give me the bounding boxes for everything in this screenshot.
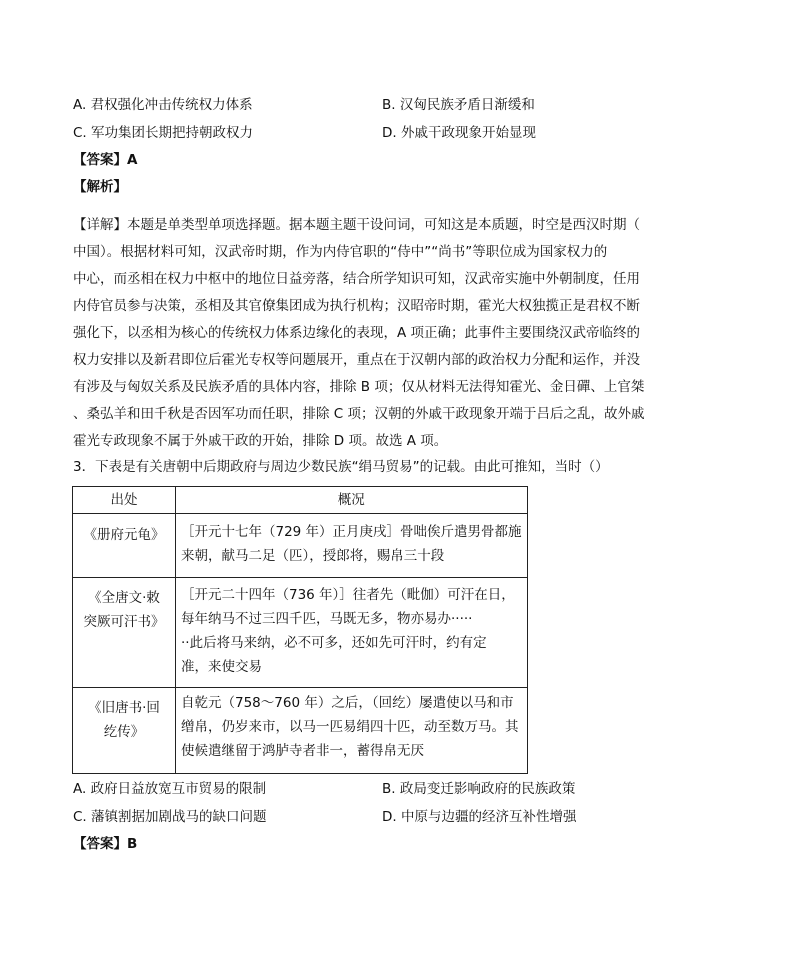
detail-line: 中国）。根据材料可知，汉武帝时期，作为内侍官职的“侍中”“尚书”等职位成为国家权力的 <box>73 244 608 260</box>
detail-line: 权力安排以及新君即位后霍光专权等问题展开，重点在于汉朝内部的政治权力分配和运作，并没 <box>73 352 640 368</box>
cell-line: 自乾元（758～760 年）之后，（回纥）屡遣使以马和市 <box>181 695 514 711</box>
q3-option-c: C. 藩镇割据加剧战马的缺口问题 <box>73 809 267 825</box>
q3-option-d: D. 中原与边疆的经济互补性增强 <box>382 809 577 825</box>
cell-line: 缯帛，仍岁来市，以马一匹易绢四十匹，动至数万马。其 <box>181 719 519 735</box>
cell-source <box>73 514 176 578</box>
table-header-row <box>73 487 528 514</box>
q3-answer: 【答案】B <box>73 836 138 852</box>
q3-option-a: A. 政府日益放宽互市贸易的限制 <box>73 781 267 797</box>
cell-summary <box>176 688 528 774</box>
cell-line: 《全唐文·敕 <box>88 590 160 606</box>
cell-line: 《册府元龟》 <box>83 527 165 543</box>
cell-line: 使候遣继留于鸿胪寺者非一，蓄得帛无厌 <box>181 743 424 759</box>
q3-record-table <box>72 486 528 774</box>
q2-answer: 【答案】A <box>73 152 138 168</box>
q3-option-b: B. 政局变迁影响政府的民族政策 <box>382 781 576 797</box>
cell-line: 纥传》 <box>103 724 145 740</box>
detail-line: 霍光专政现象不属于外戚干政的开始，排除 D 项。故选 A 项。 <box>73 433 448 449</box>
q2-option-d: D. 外戚干政现象开始显现 <box>382 125 536 141</box>
cell-line: 准，来使交易 <box>181 659 262 675</box>
detail-line: 、桑弘羊和田千秋是否因军功而任职，排除 C 项；汉朝的外戚干政现象开端于吕后之乱，故外戚 <box>73 406 645 422</box>
cell-line: 《旧唐书·回 <box>88 700 160 716</box>
cell-source <box>73 578 176 688</box>
q2-analysis-label: 【解析】 <box>73 179 127 195</box>
detail-line: 有涉及与匈奴关系及民族矛盾的具体内容，排除 B 项；仅从材料无法得知霍光、金日磾、上官桀 <box>73 379 645 395</box>
cell-line: 来朝，献马二足（匹），授郎将，赐帛三十段 <box>181 548 445 564</box>
table-row <box>73 578 528 688</box>
detail-line: 内侍官员参与决策，丞相及其官僚集团成为执行机构；汉昭帝时期，霍光大权独揽正是君权不断 <box>73 298 640 314</box>
detail-line: 中心，而丞相在权力中枢中的地位日益旁落，结合所学知识可知，汉武帝实施中外朝制度，任用 <box>73 271 640 287</box>
q2-option-b: B. 汉匈民族矛盾日渐缓和 <box>382 97 535 113</box>
cell-source <box>73 688 176 774</box>
detail-line: 【详解】本题是单类型单项选择题。据本题主题干设问词，可知这是本质题，时空是西汉时期（ <box>73 217 640 233</box>
cell-line: ··此后将马来纳，必不可多，还如先可汗时，约有定 <box>181 635 487 651</box>
header-source: 出处 <box>73 487 176 514</box>
cell-line: 每年纳马不过三四千匹，马既无多，物亦易办····· <box>181 611 473 627</box>
table-row <box>73 688 528 774</box>
detail-line: 强化下，以丞相为核心的传统权力体系边缘化的表现，A 项正确；此事件主要围绕汉武帝临终的 <box>73 325 641 341</box>
cell-line: ［开元二十四年（736 年）］往者先（毗伽）可汗在日， <box>181 587 515 603</box>
cell-line: ［开元十七年（729 年）正月庚戌］骨咄俟斤遣男骨都施 <box>181 524 522 540</box>
q2-option-c: C. 军功集团长期把持朝政权力 <box>73 125 254 141</box>
table-row <box>73 514 528 578</box>
cell-summary <box>176 514 528 578</box>
cell-line: 突厥可汗书》 <box>83 614 165 630</box>
header-summary: 概况 <box>176 487 528 514</box>
q2-detail-paragraph <box>73 212 663 455</box>
cell-summary <box>176 578 528 688</box>
q3-stem: 3．下表是有关唐朝中后期政府与周边少数民族“绢马贸易”的记载。由此可推知，当时（） <box>73 459 609 475</box>
q2-option-a: A. 君权强化冲击传统权力体系 <box>73 97 253 113</box>
